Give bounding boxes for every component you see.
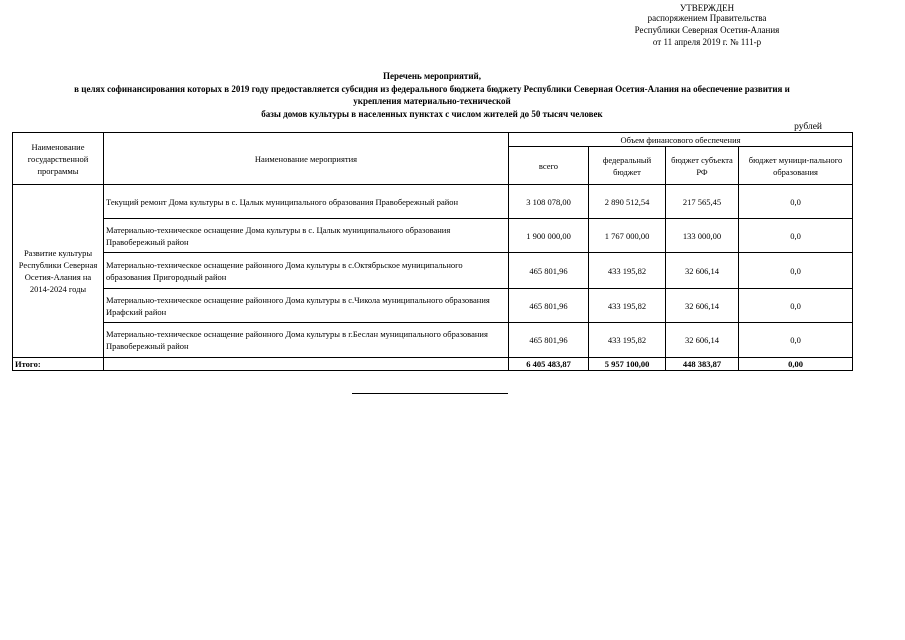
cell-municipal: 0,0 — [739, 185, 853, 219]
cell-regional: 217 565,45 — [666, 185, 739, 219]
document-title — [12, 70, 852, 120]
approval-line-republic: Республики Северная Осетия-Алания — [634, 25, 780, 35]
cell-regional: 32 606,14 — [666, 323, 739, 358]
cell-regional: 32 606,14 — [666, 253, 739, 289]
totals-municipal: 0,00 — [739, 358, 853, 371]
table-row — [13, 185, 853, 219]
cell-federal: 433 195,82 — [589, 253, 666, 289]
totals-regional: 448 383,87 — [666, 358, 739, 371]
activity-name: Материально-техническое оснащение районного Дома культуры в с.Октябрьское муниципального образования Пригородный район — [104, 253, 509, 289]
cell-regional: 32 606,14 — [666, 289, 739, 323]
activities-table — [12, 132, 853, 371]
cell-total: 465 801,96 — [509, 289, 589, 323]
activity-name: Материально-техническое оснащение районного Дома культуры в с.Чикола муниципального образования Ирафский район — [104, 289, 509, 323]
title-line-2: в целях софинансирования которых в 2019 году предоставляется субсидия из федерального бюджета бюджету Республики Северная Осетия-Алания на обеспечение развития и — [74, 83, 790, 94]
table-row — [13, 323, 853, 358]
totals-label: Итого: — [13, 358, 104, 371]
header-municipal: бюджет муници-пального образования — [739, 147, 853, 185]
activity-name: Текущий ремонт Дома культуры в с. Цалык муниципального образования Правобережный район — [104, 185, 509, 219]
cell-municipal: 0,0 — [739, 253, 853, 289]
cell-federal: 1 767 000,00 — [589, 219, 666, 253]
cell-municipal: 0,0 — [739, 323, 853, 358]
totals-row — [13, 358, 853, 371]
approval-stamp — [612, 4, 802, 48]
cell-municipal: 0,0 — [739, 219, 853, 253]
cell-regional: 133 000,00 — [666, 219, 739, 253]
header-activity: Наименование мероприятия — [104, 133, 509, 185]
cell-municipal: 0,0 — [739, 289, 853, 323]
approval-line-order: распоряжением Правительства — [647, 13, 767, 23]
program-name: Развитие культуры Республики Северная Осетия-Алания на 2014-2024 годы — [13, 185, 104, 358]
table-row — [13, 289, 853, 323]
table-row — [13, 219, 853, 253]
title-line-4: базы домов культуры в населенных пунктах с числом жителей до 50 тысяч человек — [261, 108, 603, 119]
header-federal: федеральный бюджет — [589, 147, 666, 185]
end-divider — [352, 393, 508, 394]
header-regional: бюджет субъекта РФ — [666, 147, 739, 185]
header-program: Наименование государственной программы — [13, 133, 104, 185]
cell-total: 465 801,96 — [509, 253, 589, 289]
cell-total: 3 108 078,00 — [509, 185, 589, 219]
cell-federal: 2 890 512,54 — [589, 185, 666, 219]
currency-unit: рублей — [794, 122, 822, 132]
approval-line-date: от 11 апреля 2019 г. № 111-р — [652, 37, 762, 47]
table-row — [13, 253, 853, 289]
cell-total: 1 900 000,00 — [509, 219, 589, 253]
title-line-1: Перечень мероприятий, — [383, 71, 481, 81]
totals-total: 6 405 483,87 — [509, 358, 589, 371]
totals-empty-cell — [104, 358, 509, 371]
cell-federal: 433 195,82 — [589, 323, 666, 358]
approval-heading: УТВЕРЖДЕН — [679, 4, 735, 12]
totals-federal: 5 957 100,00 — [589, 358, 666, 371]
cell-total: 465 801,96 — [509, 323, 589, 358]
title-line-3: укрепления материально-технической — [353, 96, 511, 106]
activity-name: Материально-техническое оснащение районного Дома культуры в г.Беслан муниципального образования Правобережный район — [104, 323, 509, 358]
header-row-top — [13, 133, 853, 147]
header-total: всего — [509, 147, 589, 185]
cell-federal: 433 195,82 — [589, 289, 666, 323]
activity-name: Материально-техническое оснащение Дома культуры в с. Цалык муниципального образования Правобережный район — [104, 219, 509, 253]
header-funding: Объем финансового обеспечения — [509, 133, 853, 147]
